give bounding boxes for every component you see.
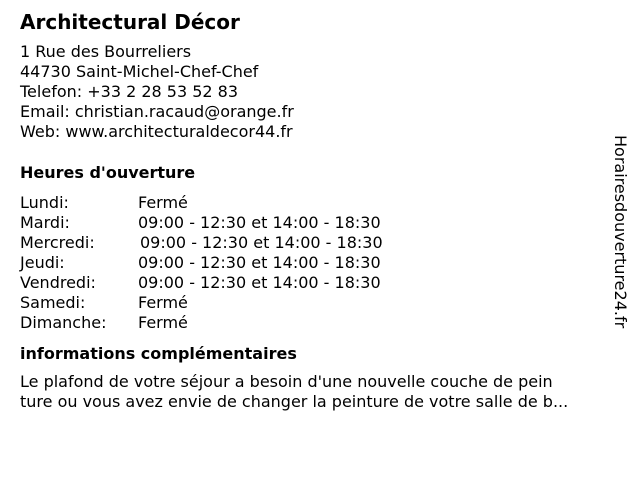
day-hours: 09:00 - 12:30 et 14:00 - 18:30 [140, 233, 383, 252]
day-label: Dimanche: [20, 313, 107, 332]
hours-row-sunday [20, 313, 610, 333]
contact-block [20, 42, 610, 142]
hours-row-friday [20, 273, 610, 293]
hours-row-monday [20, 193, 610, 213]
day-hours: 09:00 - 12:30 et 14:00 - 18:30 [138, 213, 381, 232]
phone-line[interactable]: Telefon: +33 2 28 53 52 83 [20, 82, 239, 101]
day-label: Samedi: [20, 293, 86, 312]
hours-table [20, 193, 610, 333]
hours-row-saturday [20, 293, 610, 313]
hours-row-tuesday [20, 213, 610, 233]
day-hours: Fermé [138, 313, 188, 332]
day-hours: Fermé [138, 193, 188, 212]
info-text-line: Le plafond de votre séjour a besoin d'une nouvelle couche de pein [20, 372, 553, 391]
web-line[interactable]: Web: www.architecturaldecor44.fr [20, 122, 293, 141]
day-label: Vendredi: [20, 273, 96, 292]
business-card [20, 10, 610, 412]
hours-row-thursday [20, 253, 610, 273]
day-label: Mercredi: [20, 233, 95, 252]
day-hours: 09:00 - 12:30 et 14:00 - 18:30 [138, 253, 381, 272]
email-line[interactable]: Email: christian.racaud@orange.fr [20, 102, 294, 121]
day-hours: 09:00 - 12:30 et 14:00 - 18:30 [138, 273, 381, 292]
day-label: Mardi: [20, 213, 70, 232]
hours-heading: Heures d'ouverture [20, 163, 196, 182]
address-city: 44730 Saint-Michel-Chef-Chef [20, 62, 259, 81]
business-name: Architectural Décor [20, 10, 240, 34]
info-text-line: ture ou vous avez envie de changer la peinture de votre salle de b... [20, 392, 569, 411]
info-heading: informations complémentaires [20, 344, 297, 363]
day-hours: Fermé [138, 293, 188, 312]
watermark-vertical [612, 135, 632, 345]
day-label: Lundi: [20, 193, 69, 212]
address-street: 1 Rue des Bourreliers [20, 42, 192, 61]
hours-row-wednesday [20, 233, 610, 253]
info-description [20, 372, 620, 412]
watermark-text: Horairesdouverture24.fr [611, 135, 630, 329]
day-label: Jeudi: [20, 253, 65, 272]
